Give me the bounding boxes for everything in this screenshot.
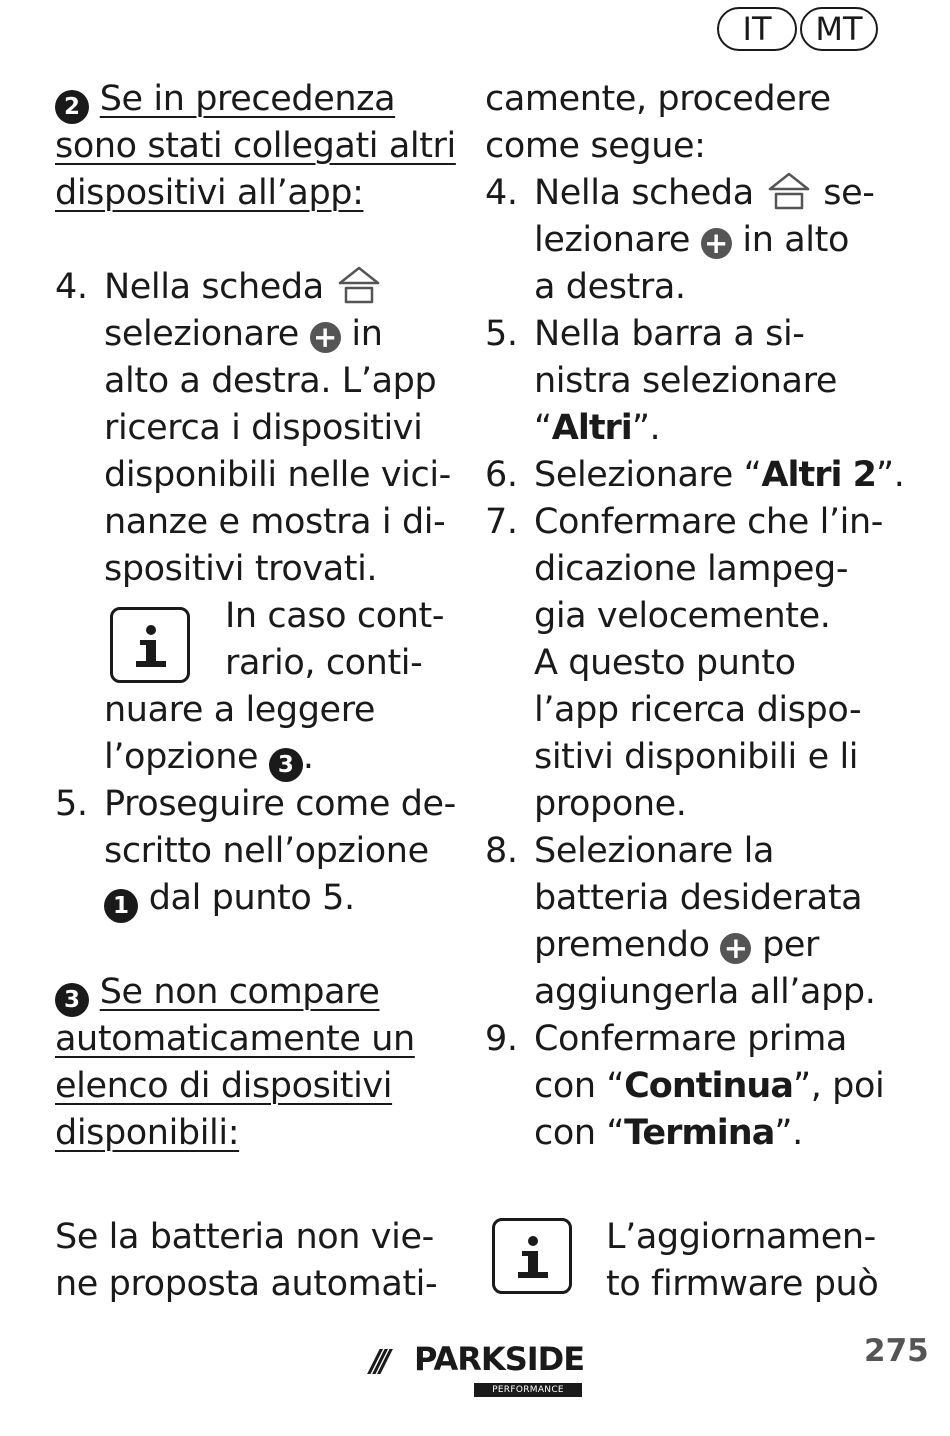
step-text: con bbox=[534, 1113, 596, 1153]
step-4-line: disponibili nelle vici- bbox=[104, 455, 451, 495]
home-tab-icon bbox=[335, 264, 383, 306]
step-9-line: con “Continua”, poi bbox=[534, 1066, 885, 1106]
menu-term-altri-2: Altri 2 bbox=[761, 455, 876, 495]
step-text: se- bbox=[823, 173, 875, 213]
info-note-line: to firmware può bbox=[606, 1264, 879, 1304]
step-7-line: propone. bbox=[534, 784, 687, 824]
step-8-line: aggiungerla all’app. bbox=[534, 972, 876, 1012]
step-7-line: A questo punto bbox=[534, 643, 796, 683]
step-text: Nella barra a si- bbox=[534, 314, 805, 354]
step-text: lezionare bbox=[534, 220, 690, 260]
option-2-badge: 2 bbox=[55, 90, 89, 124]
home-tab-icon bbox=[765, 170, 813, 212]
step-text: Selezionare la bbox=[534, 831, 774, 871]
lang-badge-mt: MT bbox=[800, 7, 878, 51]
parkside-logo bbox=[370, 1340, 585, 1400]
step-number: 5. bbox=[55, 784, 88, 824]
step-text: l’opzione bbox=[104, 737, 259, 777]
lang-badge-it: IT bbox=[717, 7, 797, 51]
step-text: selezionare bbox=[104, 314, 299, 354]
logo-sub: PERFORMANCE bbox=[474, 1383, 582, 1397]
step-4-line bbox=[55, 311, 455, 358]
paragraph-line: come segue: bbox=[485, 126, 706, 166]
page-number: 275 bbox=[864, 1333, 929, 1369]
step-text: per bbox=[762, 925, 820, 965]
option-3-heading bbox=[55, 969, 455, 1016]
step-4-line bbox=[485, 217, 930, 264]
step-number: 6. bbox=[485, 455, 518, 495]
step-text: Nella scheda bbox=[534, 173, 754, 213]
step-7-line bbox=[485, 499, 930, 546]
step-4-line: spositivi trovati. bbox=[104, 549, 378, 589]
step-text: Selezionare bbox=[534, 455, 733, 495]
step-number: 7. bbox=[485, 502, 518, 542]
step-8-line bbox=[485, 922, 930, 969]
option-1-badge: 1 bbox=[104, 889, 138, 923]
step-number: 8. bbox=[485, 831, 518, 871]
step-4-line: a destra. bbox=[534, 267, 686, 307]
plus-icon: + bbox=[310, 322, 341, 353]
option-2-title-line: Se in precedenza bbox=[99, 79, 396, 119]
step-7-line: dicazione lampeg- bbox=[534, 549, 849, 589]
step-text: , poi bbox=[810, 1066, 885, 1106]
step-5-line: “Altri”. bbox=[534, 408, 661, 448]
info-icon bbox=[110, 607, 190, 683]
step-5-line bbox=[55, 781, 455, 828]
step-text: premendo bbox=[534, 925, 710, 965]
option-2-heading bbox=[55, 76, 455, 123]
menu-term-altri: Altri bbox=[551, 408, 632, 448]
step-4-line bbox=[485, 170, 930, 217]
paragraph-line: camente, procedere bbox=[485, 79, 831, 119]
step-7-line: gia velocemente. bbox=[534, 596, 831, 636]
step-number: 4. bbox=[485, 173, 518, 213]
option-3-title-line: Se non compare bbox=[99, 972, 380, 1012]
step-text: dal punto 5. bbox=[148, 878, 355, 918]
button-term-continua: Continua bbox=[624, 1066, 793, 1106]
step-text: con bbox=[534, 1066, 596, 1106]
info-note-line: rario, conti- bbox=[225, 643, 423, 683]
step-text: Proseguire come de- bbox=[104, 784, 456, 824]
step-8-line: batteria desiderata bbox=[534, 878, 863, 918]
step-4-line: nanze e mostra i di- bbox=[104, 502, 446, 542]
info-note-line: L’aggiornamen- bbox=[606, 1217, 876, 1257]
step-5-line: nistra selezionare bbox=[534, 361, 837, 401]
info-icon bbox=[492, 1218, 572, 1294]
step-text: in alto bbox=[742, 220, 849, 260]
option-2-title-line: dispositivi all’app: bbox=[55, 173, 364, 213]
info-note-line: l’opzione 3 . bbox=[55, 734, 455, 781]
option-3-badge: 3 bbox=[269, 748, 303, 782]
right-column bbox=[485, 76, 930, 1308]
plus-icon: + bbox=[720, 933, 751, 964]
step-4-line: alto a destra. L’app bbox=[104, 361, 437, 401]
step-7-line: l’app ricerca dispo- bbox=[534, 690, 862, 730]
step-6-line: 6. Selezionare “Altri 2”. bbox=[485, 452, 930, 499]
plus-icon: + bbox=[701, 228, 732, 259]
step-9-line: con “Termina”. bbox=[534, 1113, 803, 1153]
paragraph-line: ne proposta automati- bbox=[55, 1264, 438, 1304]
step-text: Confermare prima bbox=[534, 1019, 847, 1059]
info-note-line: In caso cont- bbox=[225, 596, 445, 636]
step-9-line bbox=[485, 1016, 930, 1063]
step-text: Confermare che l’in- bbox=[534, 502, 883, 542]
logo-slashes: /// bbox=[370, 1344, 385, 1379]
step-5-line: scritto nell’opzione bbox=[104, 831, 429, 871]
logo-brand: PARKSIDE bbox=[414, 1340, 585, 1378]
option-3-badge: 3 bbox=[55, 983, 89, 1017]
option-2-title-line: sono stati collegati altri bbox=[55, 126, 456, 166]
step-5-line bbox=[55, 875, 455, 922]
step-text: Nella scheda bbox=[104, 267, 324, 307]
step-5-line bbox=[485, 311, 930, 358]
step-number: 4. bbox=[55, 267, 88, 307]
step-7-line: sitivi disponibili e li bbox=[534, 737, 859, 777]
step-4-line: ricerca i dispositivi bbox=[104, 408, 423, 448]
paragraph-line: Se la batteria non vie- bbox=[55, 1217, 434, 1257]
step-number: 5. bbox=[485, 314, 518, 354]
info-note-line: nuare a leggere bbox=[104, 690, 376, 730]
step-4-line bbox=[55, 264, 455, 311]
option-3-title-line: automaticamente un bbox=[55, 1019, 415, 1059]
step-8-line bbox=[485, 828, 930, 875]
option-3-title-line: disponibili: bbox=[55, 1113, 240, 1153]
option-3-title-line: elenco di dispositivi bbox=[55, 1066, 393, 1106]
button-term-termina: Termina bbox=[624, 1113, 775, 1153]
step-text: in bbox=[351, 314, 383, 354]
step-number: 9. bbox=[485, 1019, 518, 1059]
left-column bbox=[55, 76, 455, 1308]
